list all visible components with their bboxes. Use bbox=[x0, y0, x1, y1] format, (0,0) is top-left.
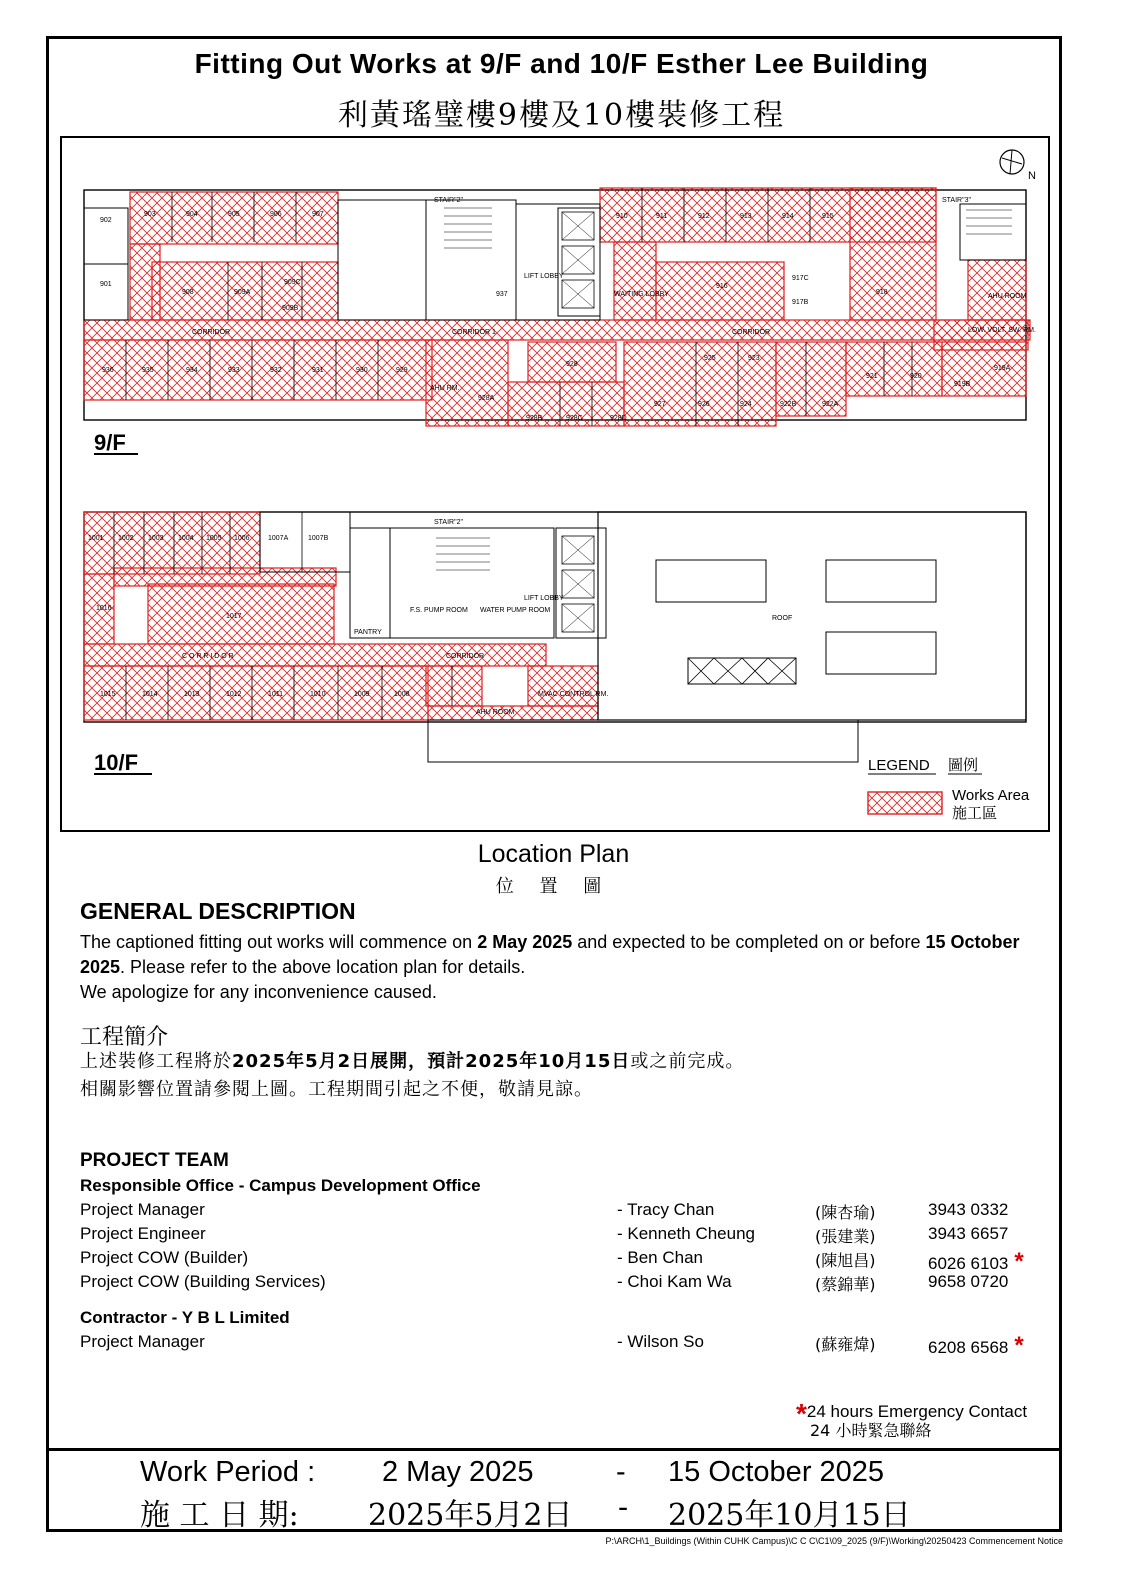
room-1001: 1001 bbox=[88, 535, 104, 542]
room-911: 911 bbox=[656, 213, 668, 220]
team-row: Project Engineer - Kenneth Cheung (張建業) 3943 6657 bbox=[80, 1224, 1009, 1246]
north-arrow-icon bbox=[1000, 150, 1036, 182]
room-1007b: 1007B bbox=[308, 535, 329, 542]
waiting-lobby-label: WAITING LOBBY bbox=[614, 291, 669, 298]
room-928b: 928B bbox=[526, 415, 543, 422]
room-923: 923 bbox=[748, 355, 760, 362]
emergency-star-icon: * bbox=[1014, 1332, 1024, 1359]
location-plan-caption-zh: 位 置 圖 bbox=[495, 876, 612, 897]
room-919b: 919B bbox=[954, 381, 971, 388]
room-928a: 928A bbox=[478, 395, 495, 402]
floor-10-plan bbox=[84, 512, 1026, 762]
room-1012: 1012 bbox=[226, 691, 242, 698]
room-931: 931 bbox=[312, 367, 324, 374]
project-team bbox=[80, 1150, 1060, 1359]
room-922b: 922B bbox=[780, 401, 797, 408]
pantry-label: PANTRY bbox=[354, 629, 382, 636]
room-1009: 1009 bbox=[354, 691, 370, 698]
room-903: 903 bbox=[144, 211, 156, 218]
stair-3-label: STAIR"3" bbox=[942, 197, 971, 204]
general-description-zh-text: 上述裝修工程將於2025年5月2日展開，預計2025年10月15日或之前完成。 相關影響位置請參閱上圖。工程期間引起之不便，敬請見諒。 bbox=[80, 1051, 745, 1100]
title-english: Fitting Out Works at 9/F and 10/F Esther Lee Building bbox=[194, 48, 929, 79]
room-928c: 928C bbox=[566, 415, 583, 422]
room-1013: 1013 bbox=[184, 691, 200, 698]
ahu-room-label-10f: AHU ROOM bbox=[476, 709, 515, 716]
team-row: Project COW (Builder) - Ben Chan (陳旭昌) 6026 6103 * bbox=[80, 1248, 1024, 1275]
room-917b: 917B bbox=[792, 299, 809, 306]
room-1003: 1003 bbox=[148, 535, 164, 542]
low-volt-label: LOW. VOLT. SW. RM. bbox=[968, 327, 1036, 334]
room-1015: 1015 bbox=[100, 691, 116, 698]
floor-9-label: 9/F bbox=[94, 430, 126, 455]
stair-2-label: STAIR"2" bbox=[434, 197, 463, 204]
legend-title: LEGEND bbox=[868, 757, 930, 774]
emergency-star-icon: * bbox=[1014, 1248, 1024, 1275]
corridor-label-left: CORRIDOR bbox=[192, 329, 231, 336]
floor-9-plan bbox=[84, 188, 1036, 426]
corridor-b-label-10f: CORRIDOR bbox=[446, 653, 485, 660]
start-date: 2 May 2025 bbox=[477, 932, 573, 952]
room-907: 907 bbox=[312, 211, 324, 218]
legend-title-zh: 圖例 bbox=[948, 757, 979, 774]
room-1017: 1017 bbox=[226, 613, 242, 620]
location-plan bbox=[60, 136, 1050, 832]
water-pump-room-label: WATER PUMP ROOM bbox=[480, 607, 551, 614]
room-1006: 1006 bbox=[234, 535, 250, 542]
room-933: 933 bbox=[228, 367, 240, 374]
room-936: 936 bbox=[102, 367, 114, 374]
room-909a: 909A bbox=[234, 289, 251, 296]
general-description-text: The captioned fitting out works will commence on 2 May 2025 and expected to be completed on or before 15 October 2025. Please refer to the above location plan for details. We apologize for any inconvenience caused. bbox=[80, 932, 1020, 1002]
room-937: 937 bbox=[496, 291, 508, 298]
room-932: 932 bbox=[270, 367, 282, 374]
work-period-divider bbox=[46, 1448, 1062, 1451]
lift-lobby-label: LIFT LOBBY bbox=[524, 273, 564, 280]
general-description-zh-heading: 工程簡介 bbox=[80, 1025, 169, 1050]
corridor-1-label: CORRIDOR 1 bbox=[452, 329, 496, 336]
room-1004: 1004 bbox=[178, 535, 194, 542]
north-label: N bbox=[1028, 170, 1036, 182]
room-928d: 928D bbox=[610, 415, 627, 422]
room-909b: 909B bbox=[282, 305, 299, 312]
floor-plan-drawing bbox=[62, 138, 1052, 834]
room-1007a: 1007A bbox=[268, 535, 289, 542]
lift-lobby-label-10f: LIFT LOBBY bbox=[524, 595, 564, 602]
corridor-label-right: CORRIDOR bbox=[732, 329, 771, 336]
room-909c: 909C bbox=[284, 279, 301, 286]
room-921: 921 bbox=[866, 373, 878, 380]
room-904: 904 bbox=[186, 211, 198, 218]
ahu-room-label: AHU ROOM bbox=[988, 293, 1027, 300]
stair-2-label-10f: STAIR"2" bbox=[434, 519, 463, 526]
floor-10-label: 10/F bbox=[94, 750, 139, 775]
room-922a: 922A bbox=[822, 401, 839, 408]
location-plan-caption: Location Plan bbox=[477, 840, 630, 868]
room-902: 902 bbox=[100, 217, 112, 224]
general-description-heading: GENERAL DESCRIPTION bbox=[80, 898, 356, 924]
emergency-contact-note: *24 hours Emergency Contact 24 小時緊急聯絡 bbox=[796, 1398, 1028, 1440]
room-918: 918 bbox=[876, 289, 888, 296]
room-934: 934 bbox=[186, 367, 198, 374]
title-chinese: 利黃瑤璧樓9樓及10樓裝修工程 bbox=[337, 98, 786, 133]
room-912: 912 bbox=[698, 213, 710, 220]
room-915: 915 bbox=[822, 213, 834, 220]
emergency-star-icon: * bbox=[796, 1398, 807, 1429]
room-916: 916 bbox=[716, 283, 728, 290]
room-929: 929 bbox=[396, 367, 408, 374]
legend-works-zh: 施工區 bbox=[952, 805, 998, 822]
room-914: 914 bbox=[782, 213, 794, 220]
room-1002: 1002 bbox=[118, 535, 134, 542]
room-926: 926 bbox=[698, 401, 710, 408]
room-928: 928 bbox=[566, 361, 578, 368]
room-927: 927 bbox=[654, 401, 666, 408]
contractor-heading: Contractor - Y B L Limited bbox=[80, 1308, 290, 1327]
mvac-control-label: MVAC CONTROL RM. bbox=[538, 691, 609, 698]
room-908: 908 bbox=[182, 289, 194, 296]
legend bbox=[868, 757, 1030, 822]
room-905: 905 bbox=[228, 211, 240, 218]
project-team-heading: PROJECT TEAM bbox=[80, 1150, 229, 1171]
fs-pump-room-label: F.S. PUMP ROOM bbox=[410, 607, 468, 614]
room-901: 901 bbox=[100, 281, 112, 288]
room-919a: 919A bbox=[994, 365, 1011, 372]
room-1008: 1008 bbox=[394, 691, 410, 698]
room-1014: 1014 bbox=[142, 691, 158, 698]
room-917c: 917C bbox=[792, 275, 809, 282]
ahu-rm-label: AHU RM. bbox=[430, 385, 460, 392]
room-910: 910 bbox=[616, 213, 628, 220]
end-date: 15 October 2025 bbox=[80, 932, 1020, 977]
room-935: 935 bbox=[142, 367, 154, 374]
file-path-footer: P:\ARCH\1_Buildings (Within CUHK Campus)\C C C\C1\09_2025 (9/F)\Working\20250423 Commencement Notice bbox=[605, 1536, 1063, 1546]
room-913: 913 bbox=[740, 213, 752, 220]
room-925: 925 bbox=[704, 355, 716, 362]
legend-works-swatch bbox=[868, 792, 942, 814]
room-920: 920 bbox=[910, 373, 922, 380]
room-1016: 1016 bbox=[96, 605, 112, 612]
corridor-label-10f: C O R R I D O R bbox=[182, 653, 234, 660]
team-row: Project Manager - Wilson So (蘇雍煒) 6208 6568 * bbox=[80, 1332, 1024, 1359]
roof-label: ROOF bbox=[772, 615, 793, 622]
room-930: 930 bbox=[356, 367, 368, 374]
room-1005: 1005 bbox=[206, 535, 222, 542]
room-906: 906 bbox=[270, 211, 282, 218]
room-1010: 1010 bbox=[310, 691, 326, 698]
room-1011: 1011 bbox=[268, 691, 284, 698]
responsible-office: Responsible Office - Campus Development Office bbox=[80, 1176, 481, 1195]
team-row: Project COW (Building Services) - Choi Kam Wa (蔡錦華) 9658 0720 bbox=[80, 1272, 1009, 1294]
team-row: Project Manager - Tracy Chan (陳杏瑜) 3943 0332 bbox=[80, 1200, 1009, 1222]
room-924: 924 bbox=[740, 401, 752, 408]
legend-works-en: Works Area bbox=[952, 787, 1030, 804]
